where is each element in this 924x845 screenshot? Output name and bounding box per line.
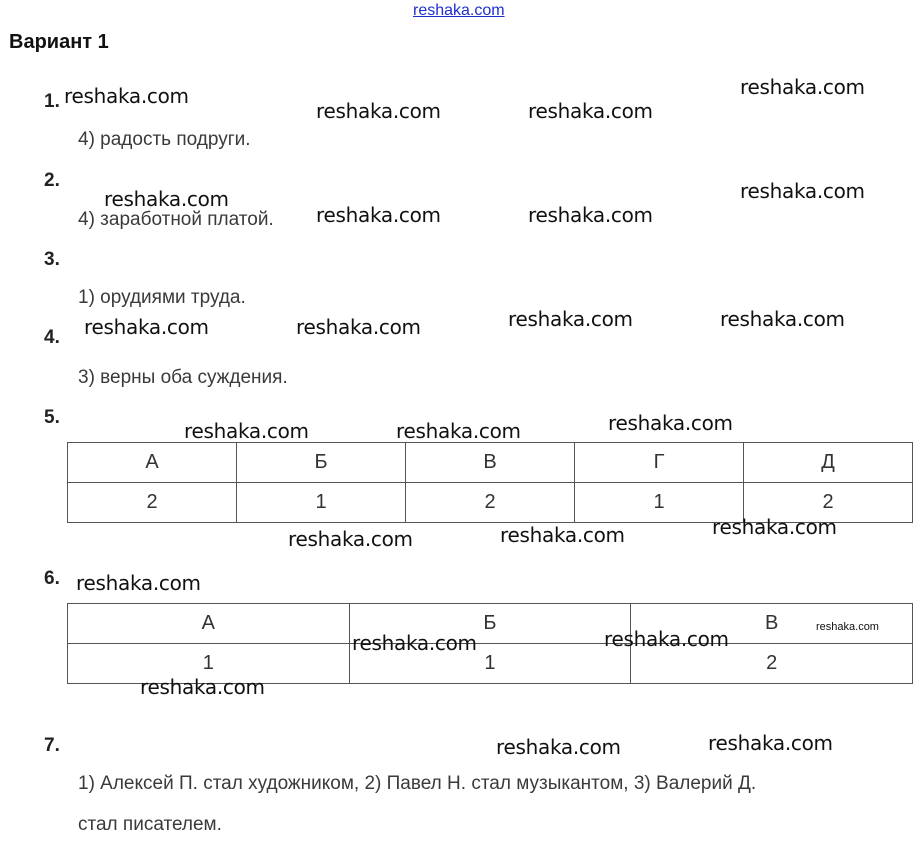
watermark-text: reshaka.com: [508, 307, 633, 331]
table-cell: 1: [575, 483, 744, 523]
watermark-text: reshaka.com: [104, 187, 229, 211]
watermark-text: reshaka.com: [528, 203, 653, 227]
watermark-text: reshaka.com: [140, 675, 265, 699]
table-cell: 1: [68, 644, 350, 684]
table-header-cell: А: [68, 443, 237, 483]
watermark-text: reshaka.com: [352, 631, 477, 655]
table-cell: 2: [406, 483, 575, 523]
answer-table-6: [67, 603, 913, 684]
question-3-answer: 1) орудиями труда.: [78, 287, 246, 308]
watermark-text: reshaka.com: [184, 419, 309, 443]
table-header-row: [68, 443, 913, 483]
question-4-answer: 3) верны оба суждения.: [78, 367, 288, 388]
question-1-answer: 4) радость подруги.: [78, 129, 251, 150]
question-2-answer: 4) заработной платой.: [78, 209, 274, 230]
question-6-number: 6.: [44, 568, 60, 589]
watermark-text: reshaka.com: [608, 411, 733, 435]
watermark-text: reshaka.com: [64, 84, 189, 108]
site-link[interactable]: reshaka.com: [413, 2, 505, 19]
watermark-text: reshaka.com: [288, 527, 413, 551]
watermark-text: reshaka.com: [396, 419, 521, 443]
question-7-answer-line-1: 1) Алексей П. стал художником, 2) Павел Н. стал музыкантом, 3) Валерий Д.: [78, 773, 757, 794]
watermark-text: reshaka.com: [316, 99, 441, 123]
table-cell: 1: [349, 644, 631, 684]
watermark-text: reshaka.com: [740, 75, 865, 99]
table-header-cell: В: [406, 443, 575, 483]
watermark-text: reshaka.com: [528, 99, 653, 123]
watermark-text: reshaka.com: [76, 571, 201, 595]
watermark-text: reshaka.com: [708, 731, 833, 755]
question-2-number: 2.: [44, 170, 60, 191]
table-cell: 1: [237, 483, 406, 523]
question-7-number: 7.: [44, 735, 60, 756]
question-1-number: 1.: [44, 91, 60, 112]
question-5-number: 5.: [44, 407, 60, 428]
watermark-text: reshaka.com: [296, 315, 421, 339]
watermark-text: reshaka.com: [496, 735, 621, 759]
table-header-cell: Б: [349, 604, 631, 644]
question-7-answer-line-2: стал писателем.: [78, 814, 222, 835]
table-header-row: [68, 604, 913, 644]
watermark-text: reshaka.com: [84, 315, 209, 339]
question-3-number: 3.: [44, 249, 60, 270]
page-title: Вариант 1: [9, 31, 109, 53]
watermark-text: reshaka.com: [712, 515, 837, 539]
watermark-text: reshaka.com: [740, 179, 865, 203]
table-cell: 2: [68, 483, 237, 523]
answer-table-5: [67, 442, 913, 523]
table-header-cell: Б: [237, 443, 406, 483]
table-header-cell: Г: [575, 443, 744, 483]
table-header-cell: В: [631, 604, 913, 644]
watermark-text: reshaka.com: [316, 203, 441, 227]
watermark-text: reshaka.com: [500, 523, 625, 547]
watermark-text: reshaka.com: [720, 307, 845, 331]
question-4-number: 4.: [44, 327, 60, 348]
table-header-cell: А: [68, 604, 350, 644]
table-cell: 2: [744, 483, 913, 523]
watermark-text-small: reshaka.com: [816, 621, 879, 633]
table-header-cell: Д: [744, 443, 913, 483]
watermark-text: reshaka.com: [604, 627, 729, 651]
table-cell: 2: [631, 644, 913, 684]
